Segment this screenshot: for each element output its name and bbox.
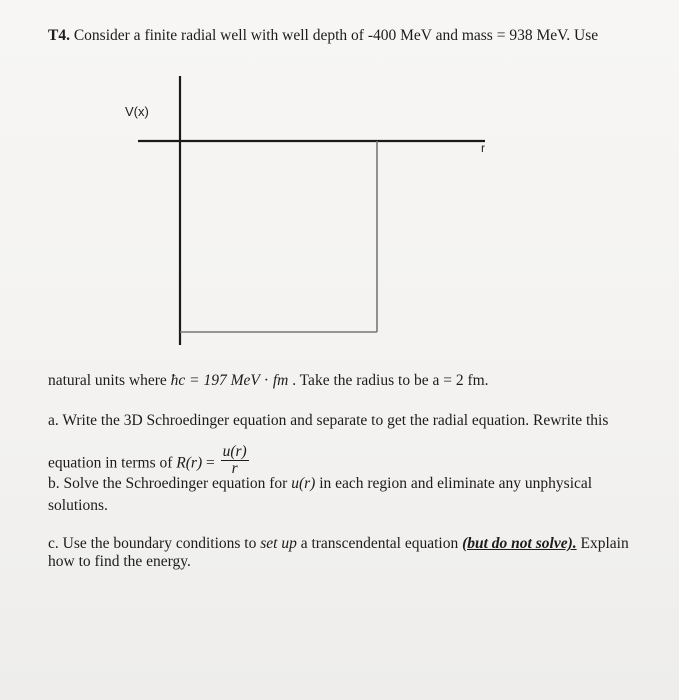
x-axis-label: r <box>481 141 485 155</box>
fraction-numerator: u(r) <box>222 443 247 460</box>
equals-sign: = <box>202 454 219 472</box>
part-c-line-1 <box>48 535 629 553</box>
dot-operator: · <box>259 372 273 389</box>
fraction-denominator: r <box>231 460 238 477</box>
do-not-solve-emphasis: (but do not solve). <box>462 535 577 552</box>
radius-statement: . Take the radius to be a = 2 fm. <box>288 372 489 389</box>
problem-title <box>48 27 598 45</box>
natural-units-prefix: natural units where <box>48 372 171 389</box>
u-of-r: u(r) <box>291 475 316 492</box>
part-a-line-1: a. Write the 3D Schroedinger equation and separate to get the radial equation. Rewrite this <box>48 412 609 429</box>
mev-unit: MeV <box>230 372 260 389</box>
part-c-line-2: how to find the energy. <box>48 553 191 570</box>
part-b-prefix: b. Solve the Schroedinger equation for <box>48 475 292 492</box>
part-c-suffix: Explain <box>576 535 629 552</box>
problem-title-text: Consider a finite radial well with well depth of -400 MeV and mass = 938 MeV. Use <box>73 27 599 44</box>
y-axis-label: V(x) <box>125 104 149 119</box>
set-up-emphasis: set up <box>260 535 297 552</box>
part-c-prefix: c. Use the boundary conditions to <box>48 535 261 552</box>
r-of-r: R(r) <box>176 454 203 472</box>
part-b-line-2: solutions. <box>48 497 108 514</box>
potential-well-diagram <box>130 70 500 345</box>
natural-units-line <box>48 372 489 390</box>
part-c-mid: a transcendental equation <box>296 535 463 552</box>
problem-number: T4. <box>48 27 70 44</box>
u-over-r-fraction <box>221 444 249 476</box>
fm-unit: fm <box>272 372 289 389</box>
part-b-suffix: in each region and eliminate any unphysical <box>315 475 593 492</box>
hbar-c-value: ħc = 197 <box>170 372 231 389</box>
part-b-line-1 <box>48 475 592 493</box>
part-a-prefix: equation in terms of <box>48 454 177 472</box>
